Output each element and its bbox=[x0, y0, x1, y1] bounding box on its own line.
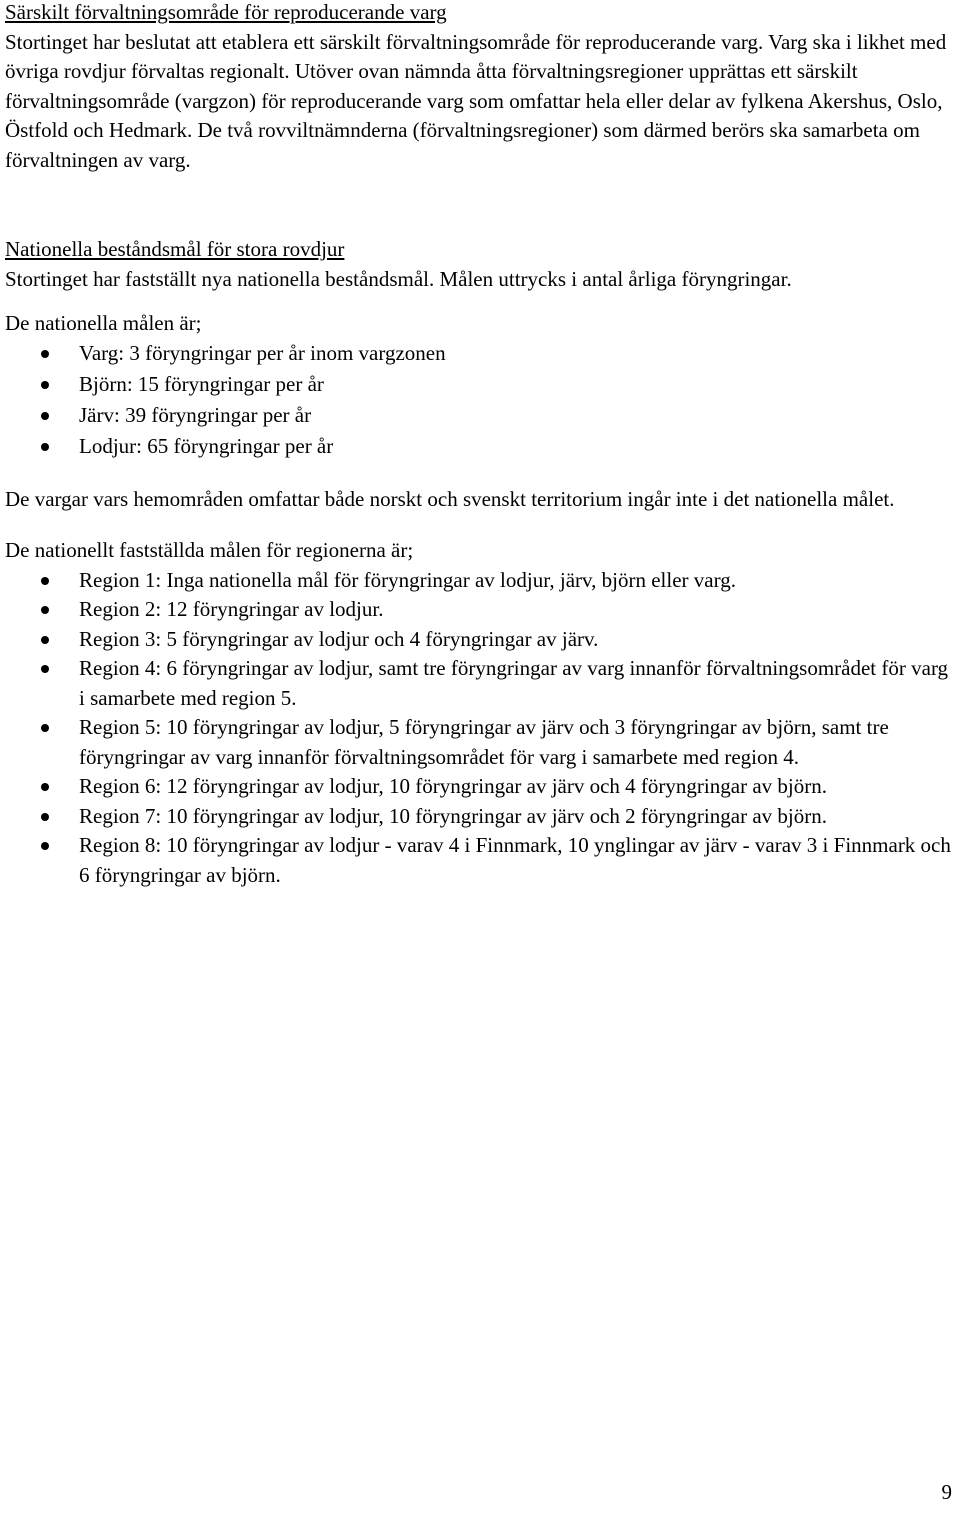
list-item bbox=[5, 831, 957, 890]
list-item bbox=[5, 432, 957, 462]
bullet-icon bbox=[41, 412, 49, 420]
list-item-text: Järv: 39 föryngringar per år bbox=[79, 402, 312, 427]
bullet-icon bbox=[41, 636, 49, 644]
list-item-text: Region 6: 12 föryngringar av lodjur, 10 föryngringar av järv och 4 föryngringar av björn. bbox=[79, 774, 827, 798]
list-item bbox=[5, 625, 957, 655]
list-item bbox=[5, 401, 957, 431]
bullet-icon bbox=[41, 813, 49, 821]
list-item-text: Region 2: 12 föryngringar av lodjur. bbox=[79, 597, 384, 621]
bullet-icon bbox=[41, 381, 49, 389]
list-item-text: Region 8: 10 föryngringar av lodjur - varav 4 i Finnmark, 10 ynglingar av järv - varav 3 i Finnmark och 6 föryngringar av björn. bbox=[79, 833, 951, 887]
bullet-icon bbox=[41, 842, 49, 850]
list-item bbox=[5, 802, 957, 832]
list-item-text: Region 1: Inga nationella mål för föryngringar av lodjur, järv, björn eller varg. bbox=[79, 567, 736, 592]
national-goals-label: De nationella målen är; bbox=[5, 311, 202, 335]
document-page bbox=[5, 0, 957, 890]
list-item-text: Region 5: 10 föryngringar av lodjur, 5 föryngringar av järv och 3 föryngringar av björn, samt tre föryngringar av varg innanför förvaltningsområdet för varg i samarbete med region 4. bbox=[79, 715, 889, 769]
list-item bbox=[5, 654, 957, 713]
bullet-icon bbox=[41, 665, 49, 673]
regional-goals-list bbox=[5, 566, 957, 891]
wolf-area-paragraph: Stortinget har beslutat att etablera ett särskilt förvaltningsområde för reproducerande varg. Varg ska i likhet med övriga rovdjur förvaltas regionalt. Utöver ovan nämnda åtta förvaltningsregioner upprättas ett särskilt förvaltningsområde (vargzon) för reproducerande varg som omfattar hela eller delar av fylkena Akershus, Oslo, Östfold och Hedmark. De två rovviltnämnderna (förvaltningsregioner) som därmed berörs ska samarbeta om förvaltningen av varg. bbox=[5, 29, 947, 172]
list-item-text: Lodjur: 65 föryngringar per år bbox=[79, 433, 334, 458]
list-item-text: Region 4: 6 föryngringar av lodjur, samt tre föryngringar av varg innanför förvaltningsområdet för varg i samarbete med region 5. bbox=[79, 656, 949, 710]
list-item bbox=[5, 339, 957, 369]
bullet-icon bbox=[41, 577, 49, 585]
page-number: 9 bbox=[941, 1480, 952, 1504]
bullet-icon bbox=[41, 783, 49, 791]
list-item bbox=[5, 370, 957, 400]
list-item-text: Björn: 15 föryngringar per år bbox=[79, 371, 324, 396]
list-item bbox=[5, 595, 957, 625]
spacer bbox=[5, 175, 957, 205]
bullet-icon bbox=[41, 443, 49, 451]
section-heading-wolf-area: Särskilt förvaltningsområde för reproducerande varg bbox=[5, 0, 447, 24]
spacer bbox=[5, 463, 957, 485]
bullet-icon bbox=[41, 724, 49, 732]
bullet-icon bbox=[41, 606, 49, 614]
regional-goals-label: De nationellt fastställda målen för regionerna är; bbox=[5, 538, 414, 562]
spacer bbox=[5, 205, 957, 235]
bullet-icon bbox=[41, 350, 49, 358]
section-heading-national-goals: Nationella beståndsmål för stora rovdjur bbox=[5, 237, 345, 261]
spacer bbox=[5, 514, 957, 536]
list-item-text: Region 3: 5 föryngringar av lodjur och 4 föryngringar av järv. bbox=[79, 626, 599, 651]
spacer bbox=[5, 294, 957, 309]
list-item bbox=[5, 566, 957, 596]
list-item-text: Varg: 3 föryngringar per år inom vargzonen bbox=[79, 340, 446, 365]
list-item bbox=[5, 772, 957, 802]
list-item bbox=[5, 713, 957, 772]
national-goals-list bbox=[5, 339, 957, 462]
cross-border-note: De vargar vars hemområden omfattar både norskt och svenskt territorium ingår inte i det nationella målet. bbox=[5, 486, 895, 511]
national-goals-intro-paragraph: Stortinget har fastställt nya nationella beståndsmål. Målen uttrycks i antal årliga föryngringar. bbox=[5, 266, 792, 291]
list-item-text: Region 7: 10 föryngringar av lodjur, 10 föryngringar av järv och 2 föryngringar av björn. bbox=[79, 803, 827, 828]
